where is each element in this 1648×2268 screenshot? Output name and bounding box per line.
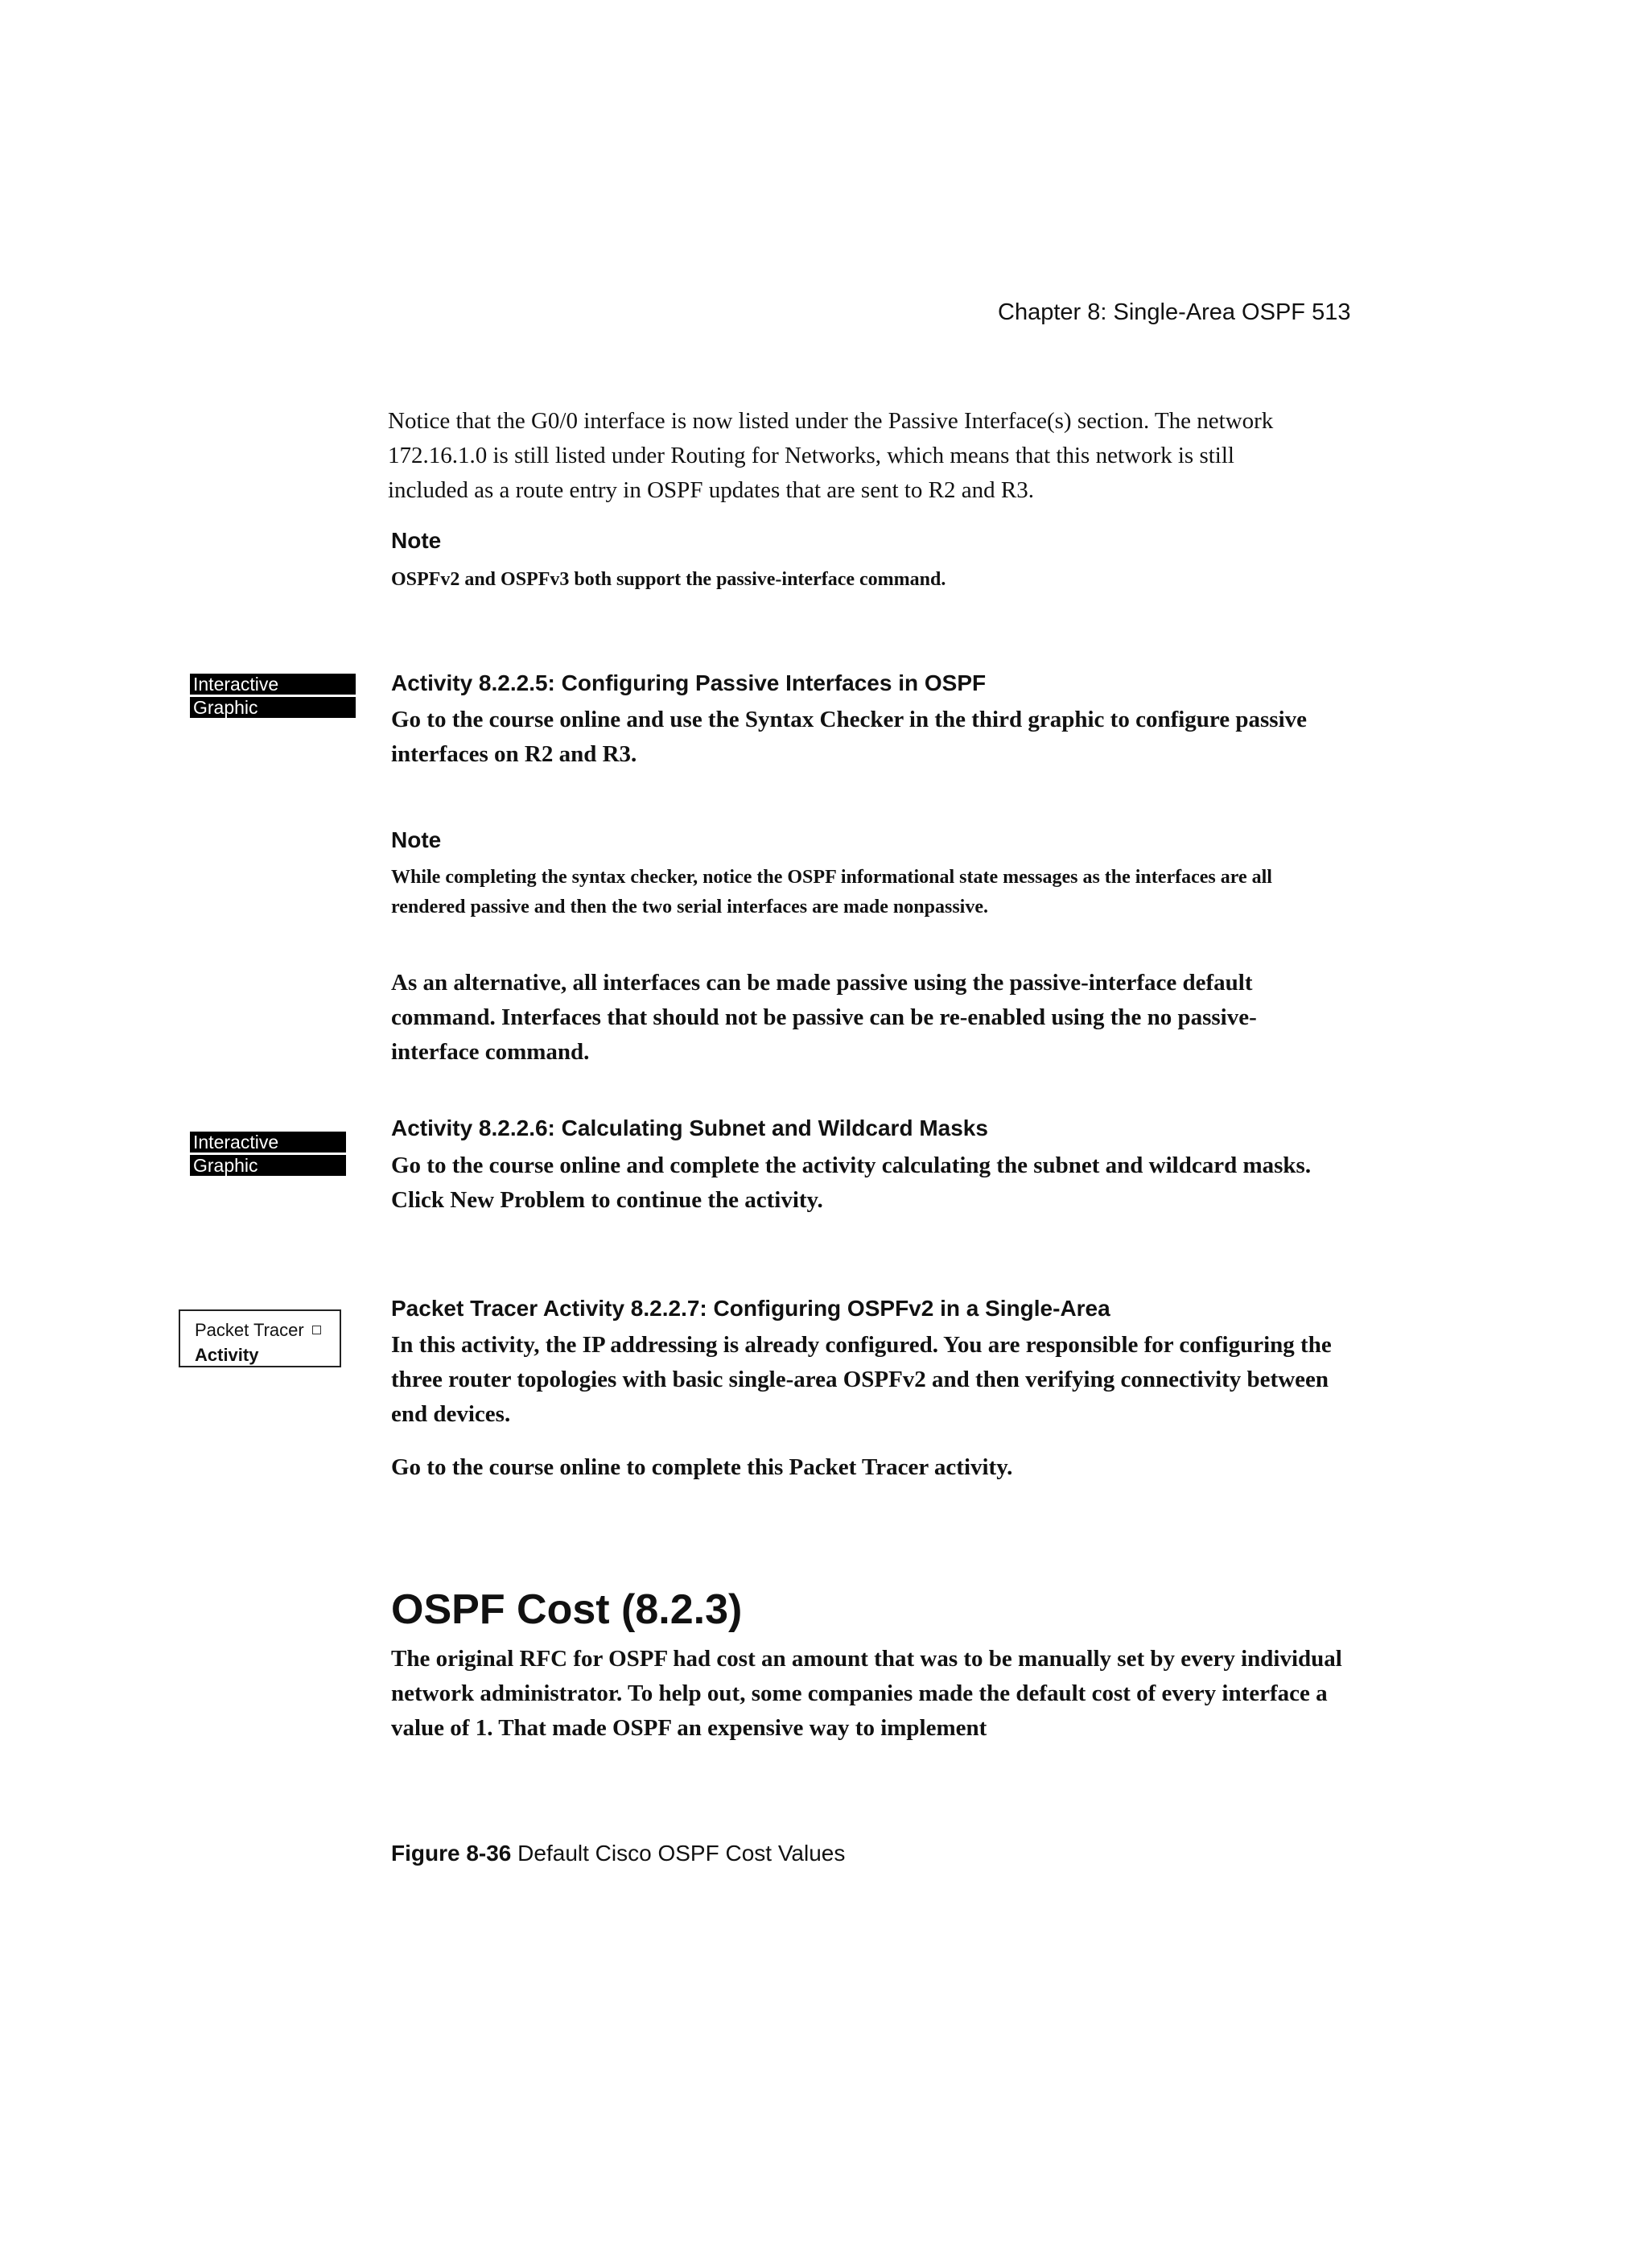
section-heading: OSPF Cost (8.2.3) bbox=[391, 1586, 743, 1633]
tag-line: Interactive bbox=[193, 674, 279, 695]
tag-line: Graphic bbox=[193, 1155, 258, 1176]
page-header: Chapter 8: Single-Area OSPF 513 bbox=[998, 299, 1351, 325]
note-line: While completing the syntax checker, notice the OSPF informational state messages as the interfaces are all bbox=[391, 867, 1272, 888]
activity-title: Activity 8.2.2.5: Configuring Passive Interfaces in OSPF bbox=[391, 670, 987, 695]
alternative-paragraph bbox=[391, 966, 1397, 1070]
checkbox-icon bbox=[312, 1326, 321, 1334]
figure-caption-text: Default Cisco OSPF Cost Values bbox=[517, 1841, 846, 1866]
intro-line: 172.16.1.0 is still listed under Routing for Networks, which means that this network is still bbox=[388, 443, 1234, 468]
interactive-graphic-tag bbox=[190, 1155, 346, 1176]
intro-paragraph bbox=[388, 404, 1394, 508]
activity-title: Activity 8.2.2.6: Calculating Subnet and Wildcard Masks bbox=[391, 1115, 988, 1140]
note-label: Note bbox=[391, 827, 442, 852]
activity-line: interfaces on R2 and R3. bbox=[391, 741, 637, 767]
alt-line: command. Interfaces that should not be passive can be re-enabled using the no passive- bbox=[391, 1004, 1257, 1030]
note-text: OSPFv2 and OSPFv3 both support the passive-interface command. bbox=[391, 569, 946, 590]
interactive-graphic-tag bbox=[190, 1132, 346, 1153]
activity-title: Packet Tracer Activity 8.2.2.7: Configuring OSPFv2 in a Single-Area bbox=[391, 1296, 1110, 1321]
section-paragraph bbox=[391, 1642, 1397, 1746]
section-line: value of 1. That made OSPF an expensive way to implement bbox=[391, 1715, 987, 1741]
activity-body bbox=[391, 703, 1397, 772]
section-line: network administrator. To help out, some companies made the default cost of every interface a bbox=[391, 1680, 1328, 1706]
activity-followup: Go to the course online to complete this Packet Tracer activity. bbox=[391, 1454, 1013, 1480]
alt-line: interface command. bbox=[391, 1039, 590, 1065]
figure-label: Figure 8-36 bbox=[391, 1841, 512, 1866]
section-line: The original RFC for OSPF had cost an amount that was to be manually set by every individual bbox=[391, 1646, 1342, 1672]
activity-line: Click New Problem to continue the activity. bbox=[391, 1187, 823, 1213]
intro-line: included as a route entry in OSPF updates that are sent to R2 and R3. bbox=[388, 477, 1034, 503]
activity-body bbox=[391, 1148, 1397, 1218]
activity-line: end devices. bbox=[391, 1401, 511, 1427]
alt-line: As an alternative, all interfaces can be made passive using the passive-interface default bbox=[391, 970, 1253, 996]
activity-line: In this activity, the IP addressing is already configured. You are responsible for configuring the bbox=[391, 1332, 1332, 1358]
tag-line: Graphic bbox=[193, 697, 258, 718]
packet-tracer-badge bbox=[179, 1309, 341, 1367]
note-text bbox=[391, 863, 1397, 922]
packet-tracer-label: Packet Tracer bbox=[195, 1320, 304, 1340]
activity-line: Go to the course online and use the Syntax Checker in the third graphic to configure passive bbox=[391, 707, 1308, 732]
tag-line: Interactive bbox=[193, 1132, 279, 1153]
interactive-graphic-tag bbox=[190, 674, 356, 695]
packet-tracer-label: Activity bbox=[195, 1345, 259, 1365]
interactive-graphic-tag bbox=[190, 697, 356, 718]
note-line: rendered passive and then the two serial interfaces are made nonpassive. bbox=[391, 897, 988, 918]
figure-caption bbox=[391, 1841, 845, 1866]
packet-tracer-badge-row bbox=[195, 1318, 325, 1342]
activity-line: three router topologies with basic single-area OSPFv2 and then verifying connectivity between bbox=[391, 1367, 1329, 1392]
activity-line: Go to the course online and complete the activity calculating the subnet and wildcard masks. bbox=[391, 1153, 1312, 1178]
note-label: Note bbox=[391, 528, 442, 553]
activity-body bbox=[391, 1328, 1397, 1432]
intro-line: Notice that the G0/0 interface is now listed under the Passive Interface(s) section. The network bbox=[388, 408, 1274, 434]
